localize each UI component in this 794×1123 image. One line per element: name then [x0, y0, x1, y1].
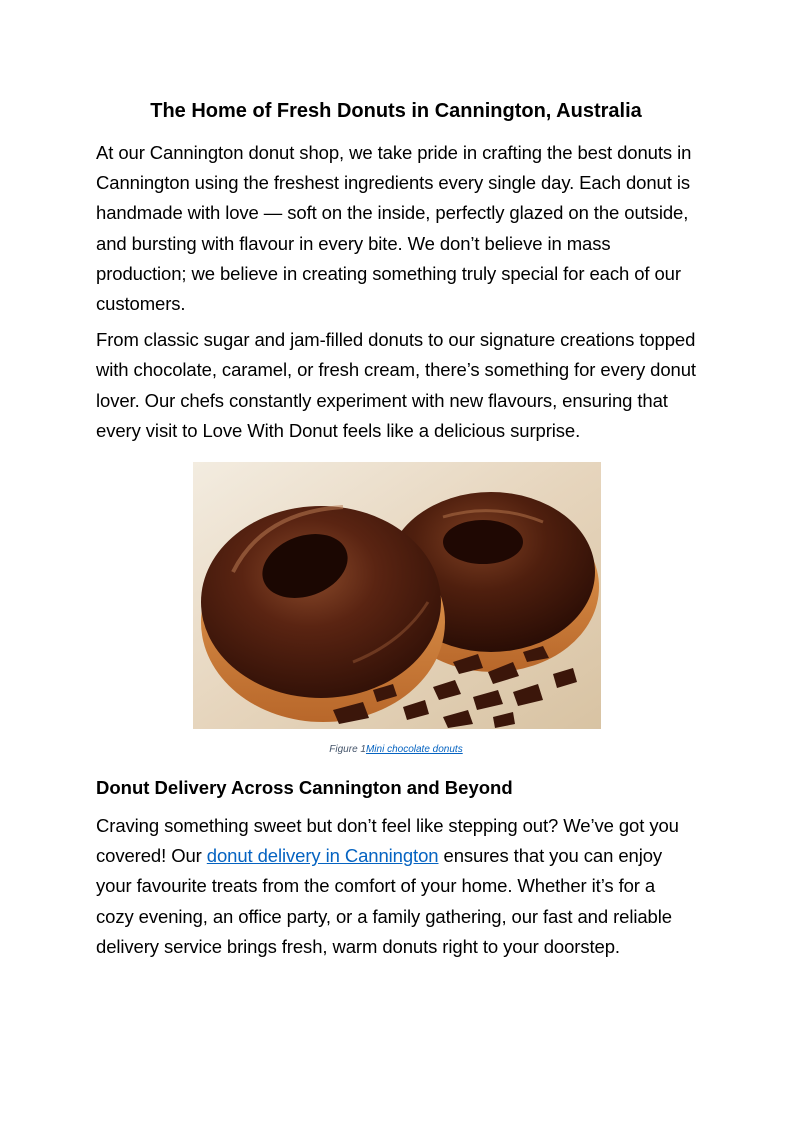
- caption-prefix: Figure 1: [329, 744, 366, 756]
- caption-link[interactable]: Mini chocolate donuts: [365, 744, 463, 756]
- menu-paragraph: From classic sugar and jam-filled donuts to our signature creations topped with chocolate, caramel, or fresh cream, there’s something for every donut lover. Our chefs constantly experiment with new flavours, ensuring that every visit to Love With Donut feels like a delicious surprise.: [96, 329, 696, 441]
- chocolate-donuts-illustration: [193, 462, 601, 729]
- delivery-paragraph: [96, 811, 696, 962]
- donut-delivery-link[interactable]: donut delivery in Cannington: [206, 845, 439, 867]
- section-heading: Donut Delivery Across Cannington and Beyond: [96, 777, 513, 799]
- page-title: The Home of Fresh Donuts in Cannington, Australia: [150, 100, 642, 122]
- delivery-text-after: ensures that you can enjoy your favourite treats from the comfort of your home. Whether it’s for a cozy evening, an office party, or a family gathering, our fast and reliable delivery service brings fresh, warm donuts right to your doorstep.: [96, 845, 672, 957]
- chocolate-donuts-image: [193, 462, 601, 729]
- document-page: [96, 96, 696, 968]
- figure-caption: [96, 743, 696, 757]
- intro-paragraph: At our Cannington donut shop, we take pride in crafting the best donuts in Cannington using the freshest ingredients every single day. Each donut is handmade with love — soft on the inside, perfectly glazed on the outside, and bursting with flavour in every bite. We don’t believe in mass production; we believe in creating something truly special for each of our customers.: [96, 142, 692, 315]
- front-donut: [201, 506, 445, 722]
- delivery-text-before: Craving something sweet but don’t feel like stepping out? We’ve got you covered! Our: [96, 815, 679, 867]
